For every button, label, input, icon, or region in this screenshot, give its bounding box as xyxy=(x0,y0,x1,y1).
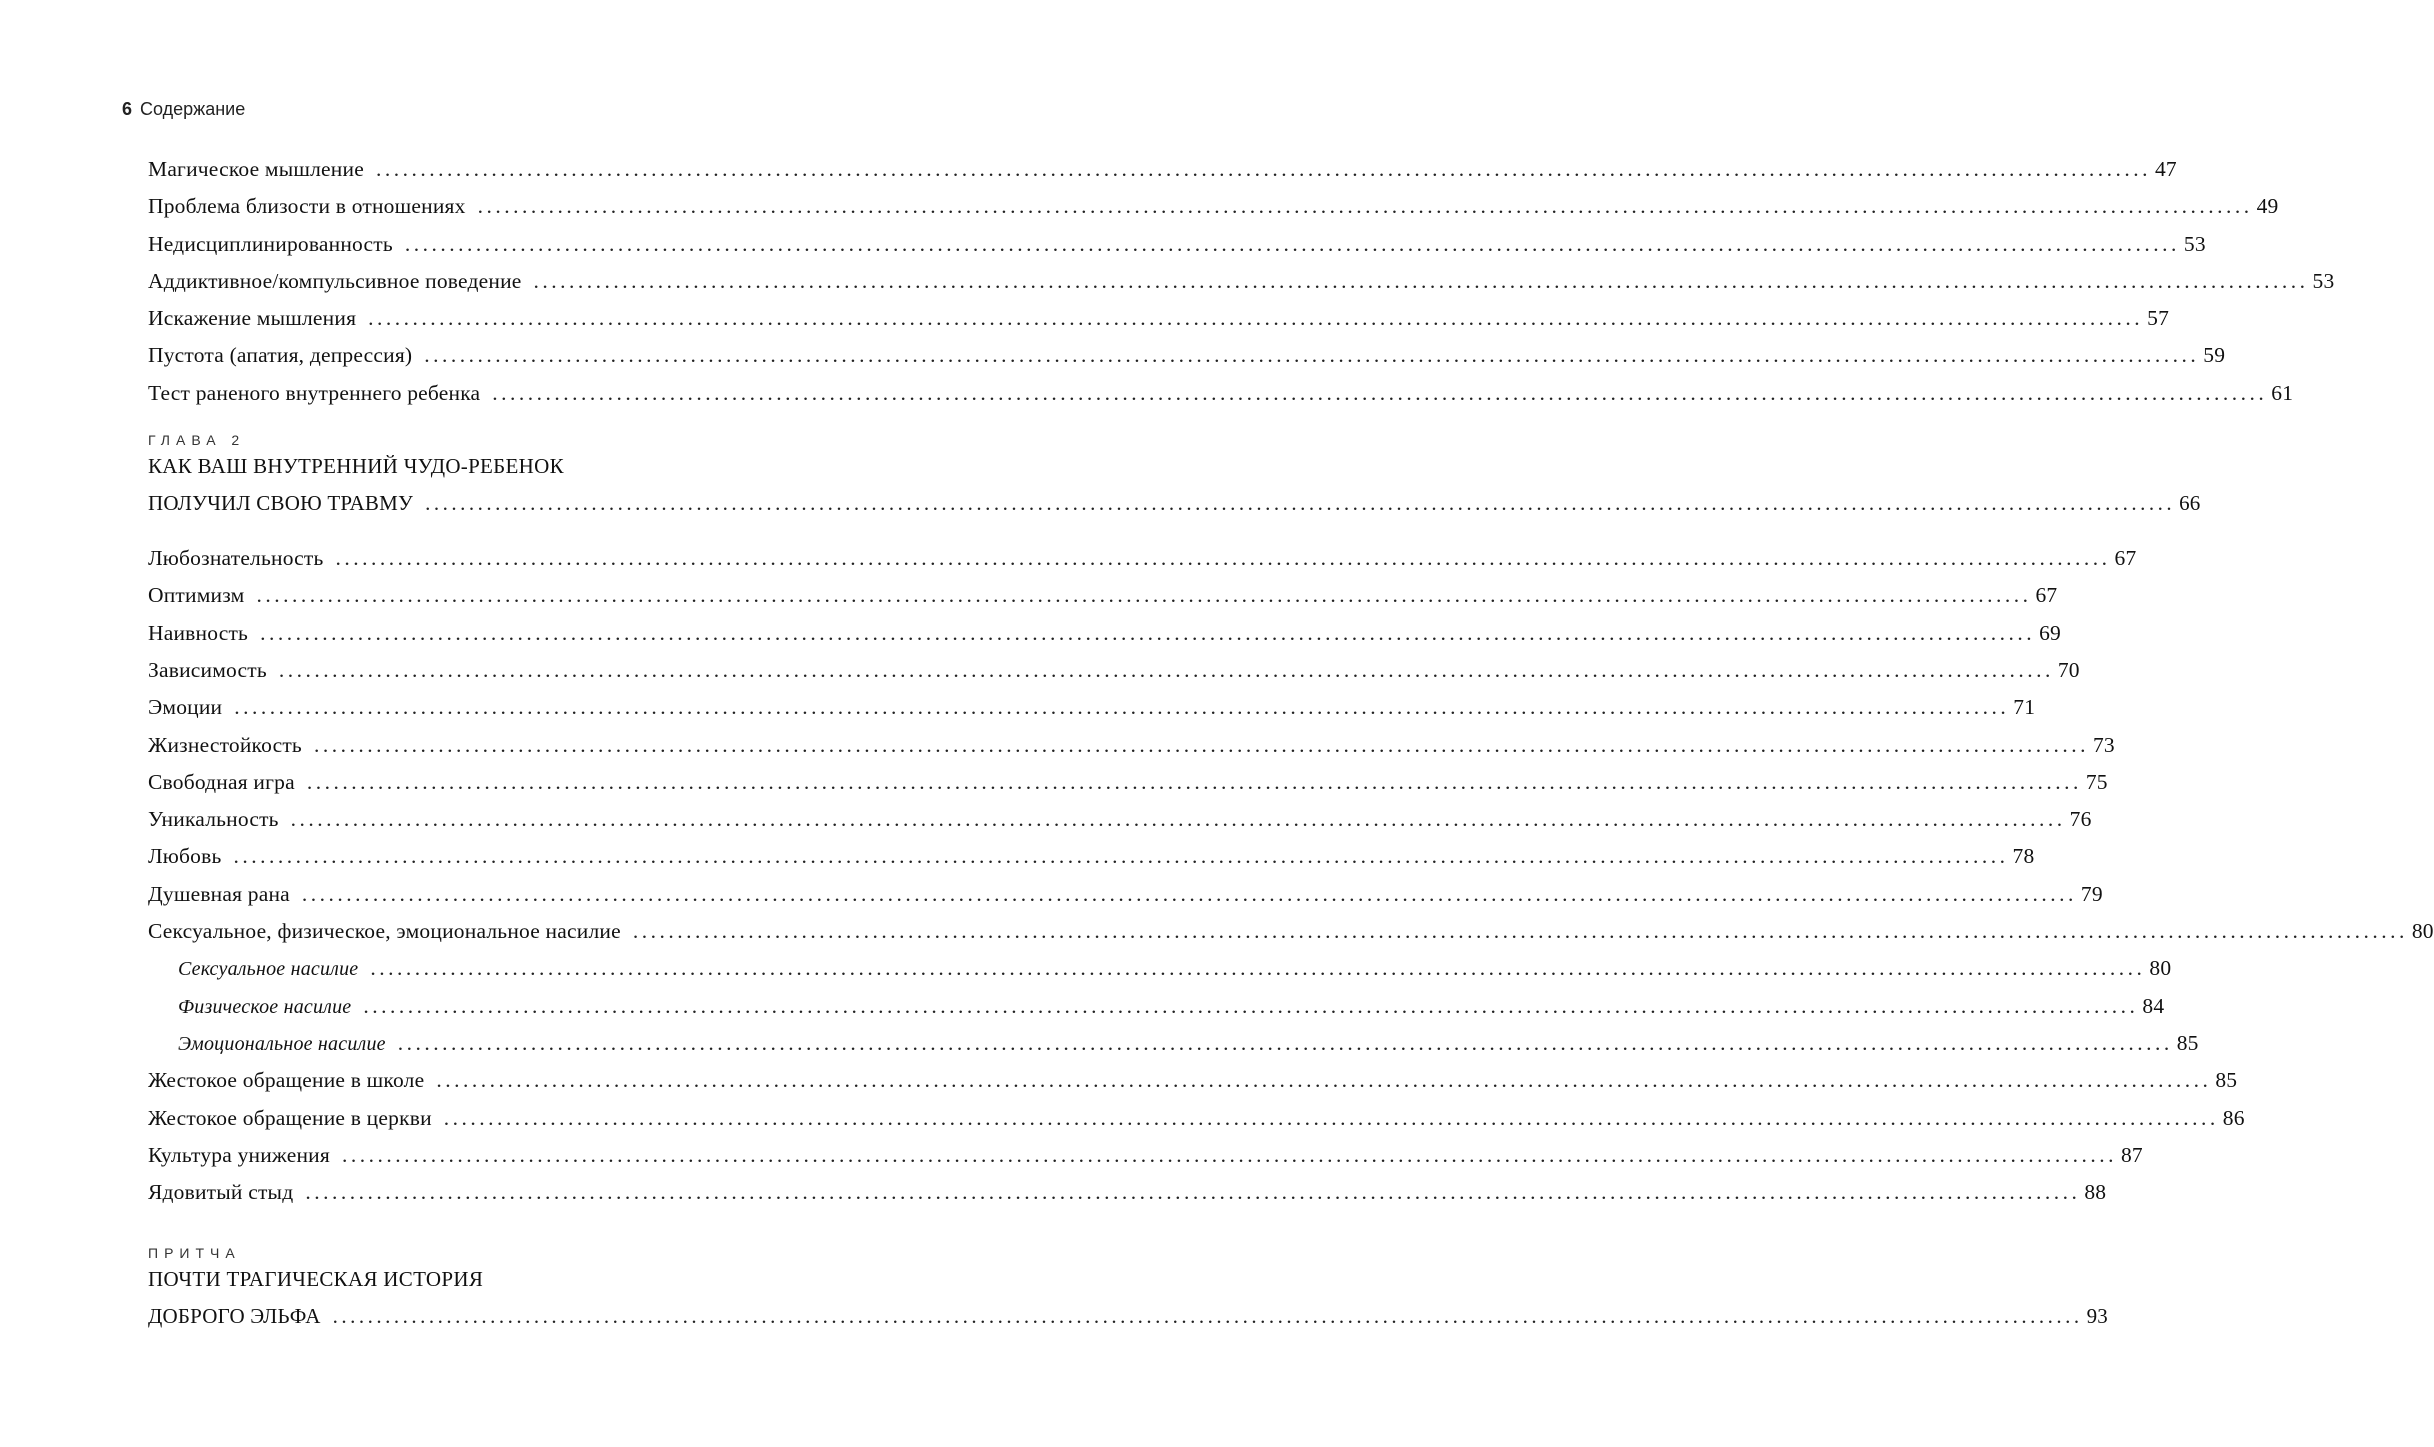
leader-dots: ........................................................................................................................................................................................................ xyxy=(375,157,2151,181)
toc-group-1 xyxy=(148,151,2335,412)
leader-dots: ........................................................................................................................................................................................................ xyxy=(233,844,2009,869)
toc-entry-title: Любознательность xyxy=(148,546,324,571)
toc-entry[interactable] xyxy=(148,838,2035,875)
toc-entry[interactable] xyxy=(148,540,2137,577)
toc-entry-page: 87 xyxy=(2120,1142,2143,1167)
toc-entry-page: 53 xyxy=(2312,268,2335,293)
leader-dots: ........................................................................................................................................................................................................ xyxy=(363,993,2139,1018)
toc-entry-page: 47 xyxy=(2154,157,2177,181)
toc-entry-page: 86 xyxy=(2222,1105,2245,1130)
toc-entry[interactable] xyxy=(148,151,2177,188)
page-number: 6 xyxy=(122,99,133,119)
toc-entry[interactable] xyxy=(148,300,2170,337)
toc-subentry-title: Физическое насилие xyxy=(178,995,352,1018)
toc-subentry[interactable] xyxy=(148,1025,2199,1062)
toc-entry-page: 76 xyxy=(2069,807,2092,832)
parable-label: ПРИТЧА xyxy=(148,1245,241,1262)
leader-dots: ........................................................................................................................................................................................................ xyxy=(278,657,2054,682)
parable-page: 93 xyxy=(2086,1304,2108,1329)
toc-entry-title: Оптимизм xyxy=(148,583,245,608)
toc-entry-title: Жизнестойкость xyxy=(148,732,302,757)
toc-entry-page: 88 xyxy=(2084,1180,2107,1205)
toc-entry-page: 80 xyxy=(2149,956,2172,981)
leader-dots: ........................................................................................................................................................................................................ xyxy=(234,695,2010,720)
toc-entry-title: Сексуальное, физическое, эмоциональное насилие xyxy=(148,919,621,944)
toc-entry[interactable] xyxy=(148,375,2294,412)
toc-subentry-title: Эмоциональное насилие xyxy=(178,1032,386,1055)
toc-entry[interactable] xyxy=(148,876,2103,913)
toc-entry-page: 71 xyxy=(2013,695,2036,720)
toc-entry-title: Аддиктивное/компульсивное поведение xyxy=(148,268,522,293)
leader-dots: ........................................................................................................................................................................................................ xyxy=(425,491,2176,516)
toc-entry[interactable] xyxy=(148,1100,2245,1137)
toc-entry-title: Проблема близости в отношениях xyxy=(148,194,466,219)
toc-entry[interactable] xyxy=(148,764,2108,801)
toc-subentry[interactable] xyxy=(148,988,2165,1025)
toc-subentry[interactable] xyxy=(148,950,2172,987)
toc-entry-page: 80 xyxy=(2411,919,2434,944)
toc-entry-title: Эмоции xyxy=(148,695,223,720)
toc-entry[interactable] xyxy=(148,1137,2143,1174)
leader-dots: ........................................................................................................................................................................................................ xyxy=(424,343,2200,368)
toc-entry-title: Искажение мышления xyxy=(148,306,357,331)
toc-entry-title: Душевная рана xyxy=(148,881,290,906)
toc-entry-page: 75 xyxy=(2085,769,2108,794)
toc-entry-title: Свободная игра xyxy=(148,769,295,794)
leader-dots: ........................................................................................................................................................................................................ xyxy=(260,620,2036,645)
chapter-title-line: ПОЛУЧИЛ СВОЮ ТРАВМУ xyxy=(148,491,414,516)
toc-entry-title: Зависимость xyxy=(148,657,267,682)
toc-entry-page: 85 xyxy=(2176,1030,2199,1055)
toc-entry-page: 67 xyxy=(2114,546,2137,571)
leader-dots: ........................................................................................................................................................................................................ xyxy=(256,583,2032,608)
running-header xyxy=(122,97,245,121)
chapter-2-heading xyxy=(148,431,2201,524)
toc-entry[interactable] xyxy=(148,1062,2238,1099)
toc-entry-page: 70 xyxy=(2057,657,2080,682)
toc-entry[interactable] xyxy=(148,263,2335,300)
toc-entry[interactable] xyxy=(148,577,2058,614)
toc-entry-page: 59 xyxy=(2203,343,2226,368)
leader-dots: ........................................................................................................................................................................................................ xyxy=(533,268,2309,293)
leader-dots: ........................................................................................................................................................................................................ xyxy=(335,546,2111,571)
table-of-contents xyxy=(148,151,2434,1337)
leader-dots: ........................................................................................................................................................................................................ xyxy=(436,1068,2212,1093)
toc-entry-page: 79 xyxy=(2080,881,2103,906)
toc-entry-page: 57 xyxy=(2147,306,2170,331)
leader-dots: ........................................................................................................................................................................................................ xyxy=(632,919,2408,944)
leader-dots: ........................................................................................................................................................................................................ xyxy=(477,194,2253,219)
leader-dots: ........................................................................................................................................................................................................ xyxy=(305,1180,2081,1205)
toc-subentry-title: Сексуальное насилие xyxy=(178,958,359,981)
leader-dots: ........................................................................................................................................................................................................ xyxy=(306,769,2082,794)
leader-dots: ........................................................................................................................................................................................................ xyxy=(404,231,2180,256)
toc-entry-title: Недисциплинированность xyxy=(148,231,393,256)
toc-entry-title: Наивность xyxy=(148,620,249,645)
chapter-title-line[interactable]: КАК ВАШ ВНУТРЕННИЙ ЧУДО-РЕБЕНОК xyxy=(148,454,564,479)
toc-entry[interactable] xyxy=(148,1174,2107,1211)
toc-entry-title: Магическое мышление xyxy=(148,157,364,181)
parable-title-entry[interactable] xyxy=(148,1295,2108,1337)
spacer xyxy=(148,524,898,540)
toc-entry-page: 73 xyxy=(2092,732,2115,757)
toc-entry[interactable] xyxy=(148,801,2092,838)
leader-dots: ........................................................................................................................................................................................................ xyxy=(492,380,2268,405)
toc-entry-title: Тест раненого внутреннего ребенка xyxy=(148,380,481,405)
toc-entry-page: 78 xyxy=(2012,844,2035,869)
toc-entry-page: 84 xyxy=(2142,993,2165,1018)
chapter-page: 66 xyxy=(2179,491,2201,516)
header-title: Содержание xyxy=(140,99,246,119)
spacer xyxy=(148,1211,898,1225)
toc-entry-title: Жестокое обращение в школе xyxy=(148,1068,425,1093)
parable-heading xyxy=(148,1244,2108,1337)
toc-entry-title: Уникальность xyxy=(148,807,279,832)
toc-entry[interactable] xyxy=(148,913,2434,950)
toc-entry-title: Жестокое обращение в церкви xyxy=(148,1105,432,1130)
toc-entry-page: 67 xyxy=(2035,583,2058,608)
leader-dots: ........................................................................................................................................................................................................ xyxy=(301,881,2077,906)
leader-dots: ........................................................................................................................................................................................................ xyxy=(397,1030,2173,1055)
toc-group-2 xyxy=(148,540,2434,1211)
toc-entry[interactable] xyxy=(148,689,2036,726)
leader-dots: ........................................................................................................................................................................................................ xyxy=(332,1304,2083,1329)
toc-entry-page: 49 xyxy=(2256,194,2279,219)
leader-dots: ........................................................................................................................................................................................................ xyxy=(443,1105,2219,1130)
leader-dots: ........................................................................................................................................................................................................ xyxy=(290,807,2066,832)
leader-dots: ........................................................................................................................................................................................................ xyxy=(313,732,2089,757)
toc-entry-page: 69 xyxy=(2039,620,2061,645)
toc-entry[interactable] xyxy=(148,188,2279,225)
leader-dots: ........................................................................................................................................................................................................ xyxy=(341,1142,2117,1167)
leader-dots: ........................................................................................................................................................................................................ xyxy=(370,956,2146,981)
toc-entry-page: 61 xyxy=(2271,380,2294,405)
parable-title-line: ДОБРОГО ЭЛЬФА xyxy=(148,1304,321,1329)
chapter-label: ГЛАВА 2 xyxy=(148,432,246,449)
parable-title-line[interactable]: ПОЧТИ ТРАГИЧЕСКАЯ ИСТОРИЯ xyxy=(148,1267,484,1292)
toc-entry[interactable] xyxy=(148,727,2115,764)
toc-entry[interactable] xyxy=(148,652,2080,689)
toc-entry-title: Пустота (апатия, депрессия) xyxy=(148,343,413,368)
toc-entry-page: 85 xyxy=(2215,1068,2238,1093)
toc-entry[interactable] xyxy=(148,337,2226,374)
toc-entry[interactable] xyxy=(148,226,2206,263)
chapter-title-entry[interactable] xyxy=(148,482,2201,524)
toc-entry-page: 53 xyxy=(2183,231,2206,256)
toc-entry-title: Любовь xyxy=(148,844,222,869)
leader-dots: ........................................................................................................................................................................................................ xyxy=(368,306,2144,331)
toc-entry-title: Культура унижения xyxy=(148,1142,330,1167)
toc-entry-title: Ядовитый стыд xyxy=(148,1180,294,1205)
toc-entry[interactable] xyxy=(148,615,2061,652)
